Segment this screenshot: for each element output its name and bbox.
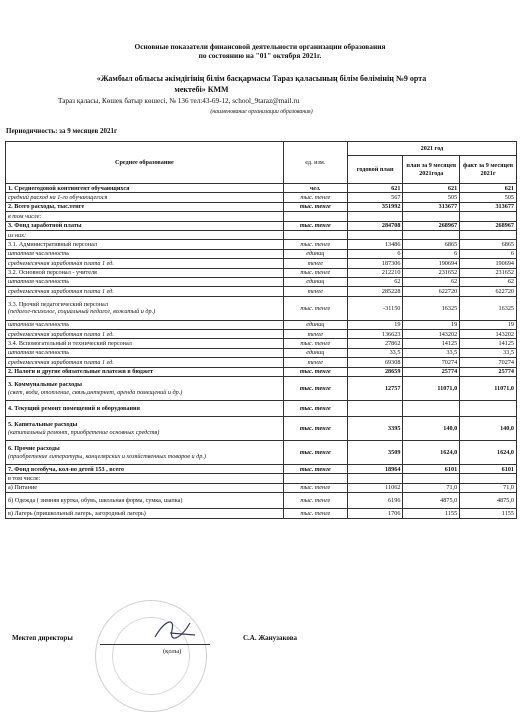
cell-v1: 13486 xyxy=(347,240,403,249)
table-row xyxy=(6,193,517,202)
table-row xyxy=(6,259,517,268)
cell-name xyxy=(6,367,284,376)
cell-v1: 3509 xyxy=(347,441,403,465)
cell-name xyxy=(6,287,284,296)
cell-v3: 268967 xyxy=(460,221,517,230)
cell-v3: 1155 xyxy=(460,509,517,518)
table-row xyxy=(6,296,517,320)
cell-v2: 313677 xyxy=(403,202,460,211)
cell-unit: тыс. тенге xyxy=(283,193,347,202)
cell-v2: 33,5 xyxy=(403,348,460,357)
director-name: С.А. Жанузакова xyxy=(243,634,298,642)
cell-v3: 6 xyxy=(460,249,517,258)
cell-unit: единиц xyxy=(283,320,347,329)
cell-v1: 33,5 xyxy=(347,348,403,357)
cell-v3: 140,0 xyxy=(460,417,517,441)
cell-v3: 14125 xyxy=(460,339,517,348)
table-row xyxy=(6,401,517,417)
report-title: Основные показатели финансовой деятельности организации образования xyxy=(134,42,386,51)
cell-name xyxy=(6,249,284,258)
cell-v1: 6 xyxy=(347,249,403,258)
cell-v1 xyxy=(347,401,403,417)
cell-name xyxy=(6,417,284,441)
cell-name xyxy=(6,441,284,465)
table-row xyxy=(6,287,517,296)
cell-name xyxy=(6,296,284,320)
cell-name xyxy=(6,202,284,211)
cell-v2: 25774 xyxy=(403,367,460,376)
row-label: 3. Коммунальные расходы xyxy=(8,381,82,389)
financial-table xyxy=(5,141,517,519)
cell-unit: тыс. тенге xyxy=(283,441,347,465)
cell-name xyxy=(6,358,284,367)
cell-unit: тыс. тенге xyxy=(283,401,347,417)
cell-name xyxy=(6,259,284,268)
table-row xyxy=(6,348,517,357)
cell-name xyxy=(6,184,284,193)
row-label: б) Одежда ( зимняя куртка, обувь, школьная форма, сумка, шапка) xyxy=(8,497,183,505)
cell-v2: 505 xyxy=(403,193,460,202)
cell-v2: 70274 xyxy=(403,358,460,367)
cell-v3 xyxy=(460,474,517,483)
row-label: среднемесячная заработная плата 1 ед. xyxy=(8,259,114,267)
header-unit: ед. изм. xyxy=(283,142,347,184)
table-row xyxy=(6,320,517,329)
row-label: штатная численность xyxy=(8,250,70,258)
cell-unit: тыс. тенге xyxy=(283,465,347,474)
table-row xyxy=(6,417,517,441)
cell-v2: 140,0 xyxy=(403,417,460,441)
cell-v2: 16325 xyxy=(403,296,460,320)
cell-unit: тыс. тенге xyxy=(283,221,347,230)
cell-v3: 19 xyxy=(460,320,517,329)
cell-v2: 6101 xyxy=(403,465,460,474)
cell-v1: 28659 xyxy=(347,367,403,376)
cell-v2 xyxy=(403,474,460,483)
cell-v2: 4875,0 xyxy=(403,493,460,509)
cell-v2: 1155 xyxy=(403,509,460,518)
cell-v1 xyxy=(347,230,403,239)
cell-v3: 313677 xyxy=(460,202,517,211)
table-row xyxy=(6,441,517,465)
table-row xyxy=(6,184,517,193)
cell-v3: 33,5 xyxy=(460,348,517,357)
cell-v2: 11071,0 xyxy=(403,377,460,401)
cell-v2 xyxy=(403,230,460,239)
cell-v1: 284708 xyxy=(347,221,403,230)
cell-v2: 71,0 xyxy=(403,483,460,492)
cell-v3: 622720 xyxy=(460,287,517,296)
cell-v3: 143202 xyxy=(460,330,517,339)
table-row xyxy=(6,202,517,211)
row-label: среднемесячная заработная плата 1 ед. xyxy=(8,287,114,295)
cell-name xyxy=(6,268,284,277)
table-row xyxy=(6,230,517,239)
cell-v2 xyxy=(403,212,460,221)
cell-v3: 70274 xyxy=(460,358,517,367)
row-label: среднемесячная заработная плата 1 ед. xyxy=(8,358,114,366)
cell-name xyxy=(6,509,284,518)
cell-name xyxy=(6,474,284,483)
cell-unit: чел. xyxy=(283,184,347,193)
cell-v1 xyxy=(347,474,403,483)
row-label: из них: xyxy=(8,231,27,239)
cell-v3 xyxy=(460,212,517,221)
cell-unit: тыс. тенге xyxy=(283,509,347,518)
cell-v1: 11062 xyxy=(347,483,403,492)
cell-v1: 567 xyxy=(347,193,403,202)
cell-v2: 231652 xyxy=(403,268,460,277)
cell-v2: 19 xyxy=(403,320,460,329)
cell-v2: 1624,0 xyxy=(403,441,460,465)
cell-v1: 62 xyxy=(347,277,403,286)
cell-v2: 268967 xyxy=(403,221,460,230)
cell-v1 xyxy=(347,212,403,221)
cell-name xyxy=(6,465,284,474)
cell-v3: 190694 xyxy=(460,259,517,268)
cell-name xyxy=(6,339,284,348)
cell-name xyxy=(6,277,284,286)
cell-unit: тыс. тенге xyxy=(283,339,347,348)
cell-name xyxy=(6,193,284,202)
row-label: 3.4. Вспомогательный и технический персонал xyxy=(8,340,132,348)
cell-unit: тыс. тенге xyxy=(283,483,347,492)
table-row xyxy=(6,367,517,376)
row-label: а) Питание xyxy=(8,484,38,492)
cell-v3 xyxy=(460,230,517,239)
cell-v1: 19 xyxy=(347,320,403,329)
cell-unit: тыс. тенге xyxy=(283,417,347,441)
row-label: в том числе: xyxy=(8,212,42,220)
cell-v1: 3395 xyxy=(347,417,403,441)
table-row xyxy=(6,493,517,509)
cell-v1: 69308 xyxy=(347,358,403,367)
cell-v1: 351992 xyxy=(347,202,403,211)
cell-unit: тыс. тенге xyxy=(283,240,347,249)
table-row xyxy=(6,509,517,518)
cell-v3: 505 xyxy=(460,193,517,202)
table-row xyxy=(6,221,517,230)
row-label: 2. Налоги и другие обязательные платежи в бюджет xyxy=(8,368,154,376)
cell-unit: тыс. тенге xyxy=(283,493,347,509)
cell-unit: тыс. тенге xyxy=(283,202,347,211)
report-date: по состоянию на "01" октября 2021г. xyxy=(198,51,322,60)
row-label: 7. Фонд всеобуча, кол-во детей 153 , всего xyxy=(8,465,124,473)
org-name-line1: «Жамбыл облысы әкімдігінің білім басқармасы Тараз қаласының білім бөлімінің №9 орта xyxy=(96,74,427,83)
cell-unit: единиц xyxy=(283,249,347,258)
table-row xyxy=(6,330,517,339)
header-name: Среднее образование xyxy=(6,142,284,184)
cell-v3: 4875,0 xyxy=(460,493,517,509)
cell-unit: единиц xyxy=(283,348,347,357)
header-fact9: факт за 9 месяцев 2021г xyxy=(460,156,517,184)
cell-v2 xyxy=(403,401,460,417)
cell-v2: 143202 xyxy=(403,330,460,339)
row-label: штатная численность xyxy=(8,349,70,357)
cell-v3: 71,0 xyxy=(460,483,517,492)
signature-line xyxy=(100,644,210,645)
cell-v3: 1624,0 xyxy=(460,441,517,465)
table-row xyxy=(6,358,517,367)
cell-unit xyxy=(283,230,347,239)
cell-v1: 621 xyxy=(347,184,403,193)
org-name-line2: мектебі» КММ xyxy=(174,85,229,94)
cell-v2: 62 xyxy=(403,277,460,286)
row-label: 3.1. Административный персонал xyxy=(8,240,97,248)
cell-unit: тыс. тенге xyxy=(283,296,347,320)
cell-unit: тенге xyxy=(283,259,347,268)
cell-v3: 6865 xyxy=(460,240,517,249)
cell-name xyxy=(6,330,284,339)
cell-v2: 6 xyxy=(403,249,460,258)
table-row xyxy=(6,474,517,483)
cell-name xyxy=(6,221,284,230)
table-row xyxy=(6,277,517,286)
cell-v3: 231652 xyxy=(460,268,517,277)
cell-unit: единиц xyxy=(283,277,347,286)
cell-v2: 622720 xyxy=(403,287,460,296)
cell-v2: 14125 xyxy=(403,339,460,348)
row-label: средний расход на 1-го обучающегося xyxy=(8,193,108,201)
row-sublabel: (капитальный ремонт, приобретение основных средств) xyxy=(8,428,160,436)
table-row xyxy=(6,268,517,277)
row-label: 5. Капитальные расходы xyxy=(8,421,78,429)
row-label: 3.3. Прочий педагогический персонал xyxy=(8,300,108,308)
cell-v3: 16325 xyxy=(460,296,517,320)
cell-v1: 27862 xyxy=(347,339,403,348)
row-label: в) Лагерь (пришкольный лагерь, загородный лагерь) xyxy=(8,509,146,517)
row-label: штатная численность xyxy=(8,278,70,286)
table-row xyxy=(6,465,517,474)
row-label: 4. Текущий ремонт помещений и оборудования xyxy=(8,404,140,412)
row-label: 3.2. Основной персонал - учителя xyxy=(8,269,97,277)
cell-unit: тенге xyxy=(283,287,347,296)
cell-v3 xyxy=(460,401,517,417)
cell-name xyxy=(6,230,284,239)
table-row xyxy=(6,339,517,348)
header-year: 2021 год xyxy=(347,142,516,156)
director-label: Мектеп директоры xyxy=(12,634,73,642)
cell-v3: 6101 xyxy=(460,465,517,474)
cell-name xyxy=(6,212,284,221)
cell-unit: тыс. тенге xyxy=(283,367,347,376)
header-plan9: план за 9 месяцев 2021года xyxy=(403,156,460,184)
cell-name xyxy=(6,320,284,329)
header-plan: годовой план xyxy=(347,156,403,184)
row-label: в том числе: xyxy=(8,474,41,482)
row-sublabel: (свет, вода, отопление, связь,интернет, аренда помещений и др.) xyxy=(8,388,183,396)
cell-name xyxy=(6,240,284,249)
cell-unit: тыс. тенге xyxy=(283,377,347,401)
cell-unit xyxy=(283,474,347,483)
cell-unit: тенге xyxy=(283,330,347,339)
cell-unit: тенге xyxy=(283,358,347,367)
table-row xyxy=(6,249,517,258)
cell-v1: 6196 xyxy=(347,493,403,509)
row-label: 2. Всего расходы, тыс.тенге xyxy=(8,203,85,211)
period-label: Периодичность: за 9 месяцев 2021г xyxy=(6,127,118,135)
cell-v2: 190694 xyxy=(403,259,460,268)
row-label: штатная численность xyxy=(8,321,70,329)
table-row xyxy=(6,483,517,492)
table-row xyxy=(6,212,517,221)
row-label: 6. Прочие расходы xyxy=(8,445,60,453)
cell-v1: -31150 xyxy=(347,296,403,320)
cell-v1: 285228 xyxy=(347,287,403,296)
cell-v1: 136623 xyxy=(347,330,403,339)
cell-v1: 12757 xyxy=(347,377,403,401)
row-label: среднемесячная заработная плата 1 ед. xyxy=(8,330,114,338)
cell-v1: 1706 xyxy=(347,509,403,518)
signature-caption: (қолы) xyxy=(163,648,182,655)
cell-unit xyxy=(283,212,347,221)
cell-v2: 621 xyxy=(403,184,460,193)
cell-v3: 621 xyxy=(460,184,517,193)
cell-unit: тыс. тенге xyxy=(283,268,347,277)
row-label: 3. Фонд заработной платы xyxy=(8,222,82,230)
row-sublabel: (приобретение литературы, канцелярских и хозяйственных товаров и др.) xyxy=(8,452,206,460)
row-label: 1. Среднегодовой контингент обучающихся xyxy=(8,184,130,192)
cell-name xyxy=(6,493,284,509)
cell-v1: 18964 xyxy=(347,465,403,474)
cell-v1: 212210 xyxy=(347,268,403,277)
table-row xyxy=(6,240,517,249)
org-address: Тараз қаласы, Көшек батыр көшесі, № 136 тел:43-69-12, school_9taraz@mail.ru xyxy=(58,97,300,105)
signature-mark xyxy=(150,615,200,645)
row-sublabel: (педагог-психолог, социальный педагог, вожатый и др.) xyxy=(8,308,156,316)
org-caption: (наименование организации образования) xyxy=(210,109,313,115)
cell-v1: 187306 xyxy=(347,259,403,268)
cell-name xyxy=(6,401,284,417)
cell-name xyxy=(6,483,284,492)
cell-v3: 62 xyxy=(460,277,517,286)
table-row xyxy=(6,377,517,401)
cell-v3: 11071,0 xyxy=(460,377,517,401)
table-body xyxy=(6,184,517,519)
cell-v3: 25774 xyxy=(460,367,517,376)
cell-name xyxy=(6,377,284,401)
cell-v2: 6865 xyxy=(403,240,460,249)
cell-name xyxy=(6,348,284,357)
